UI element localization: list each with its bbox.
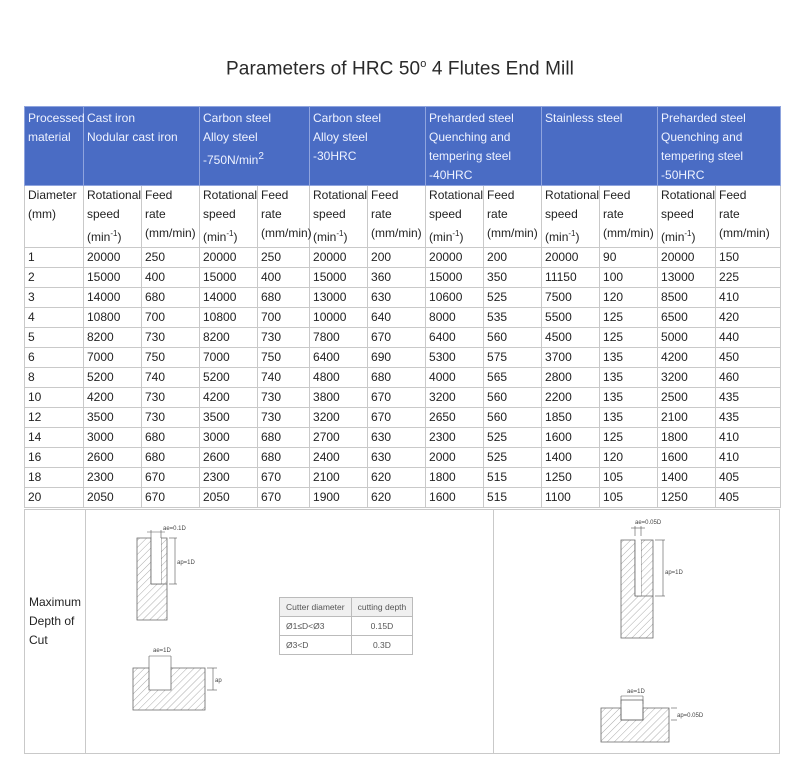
feed-rate-cell: 730: [258, 328, 310, 348]
page-title: Parameters of HRC 50$^o$ 4 Flutes End Mill: [226, 58, 574, 80]
rotational-speed-cell: 3500: [84, 408, 142, 428]
feed-rate-cell: 100: [600, 268, 658, 288]
feed-rate-cell: 575: [484, 348, 542, 368]
feed-rate-cell: 515: [484, 468, 542, 488]
parameters-table: [24, 106, 781, 508]
parameters-table-body: [25, 248, 781, 508]
rotational-speed-cell: 2100: [658, 408, 716, 428]
feed-rate-cell: 560: [484, 328, 542, 348]
feed-rate-cell: 700: [142, 308, 200, 328]
rotational-speed-cell: 1900: [310, 488, 368, 508]
feed-rate-cell: 120: [600, 448, 658, 468]
feed-rate-cell: 440: [716, 328, 781, 348]
diameter-header: Diameter (mm): [25, 186, 84, 248]
feed-rate-header: Feed rate (mm/min): [258, 186, 310, 248]
feed-rate-cell: 565: [484, 368, 542, 388]
rotational-speed-cell: 3700: [542, 348, 600, 368]
material-header-carbon-steel-750: Carbon steel Alloy steel $-750N/\min^2$: [200, 107, 310, 186]
cutting-depth-header: cutting depth: [351, 598, 413, 617]
rotational-speed-cell: 4000: [426, 368, 484, 388]
feed-rate-cell: 135: [600, 348, 658, 368]
feed-rate-cell: 670: [368, 328, 426, 348]
feed-rate-cell: 405: [716, 488, 781, 508]
rotational-speed-cell: 3000: [200, 428, 258, 448]
feed-rate-cell: 750: [258, 348, 310, 368]
diameter-cell: 4: [25, 308, 84, 328]
diameter-cell: 2: [25, 268, 84, 288]
feed-rate-cell: 460: [716, 368, 781, 388]
feed-rate-cell: 350: [484, 268, 542, 288]
rotational-speed-cell: 14000: [200, 288, 258, 308]
rotational-speed-cell: 20000: [310, 248, 368, 268]
rotational-speed-header: Rotational speed $(\min^{-1})$: [200, 186, 258, 248]
rotational-speed-header: Rotational speed $(\min^{-1})$: [310, 186, 368, 248]
rotational-speed-cell: 20000: [658, 248, 716, 268]
cutting-depth-row: [280, 636, 413, 655]
rotational-speed-cell: 7800: [310, 328, 368, 348]
feed-rate-cell: 525: [484, 288, 542, 308]
feed-rate-cell: 360: [368, 268, 426, 288]
feed-rate-cell: 690: [368, 348, 426, 368]
feed-rate-cell: 225: [716, 268, 781, 288]
feed-rate-cell: 680: [142, 288, 200, 308]
rotational-speed-header: Rotational speed $(\min^{-1})$: [84, 186, 142, 248]
feed-rate-cell: 670: [142, 488, 200, 508]
table-row: [25, 388, 781, 408]
rotational-speed-cell: 13000: [310, 288, 368, 308]
feed-rate-cell: 150: [716, 248, 781, 268]
rotational-speed-cell: 2700: [310, 428, 368, 448]
rotational-speed-cell: 7000: [84, 348, 142, 368]
rotational-speed-cell: 2650: [426, 408, 484, 428]
diameter-cell: 20: [25, 488, 84, 508]
rotational-speed-cell: 20000: [542, 248, 600, 268]
rotational-speed-cell: 3500: [200, 408, 258, 428]
rotational-speed-cell: 2400: [310, 448, 368, 468]
feed-rate-cell: 250: [258, 248, 310, 268]
table-row: [25, 268, 781, 288]
material-header-carbon-steel-30hrc: Carbon steel Alloy steel -30HRC: [310, 107, 426, 186]
table-row: [25, 328, 781, 348]
rotational-speed-cell: 4800: [310, 368, 368, 388]
dimension-label: ae=0.1D: [163, 526, 186, 532]
material-header-row: [25, 107, 781, 186]
rotational-speed-cell: 2300: [84, 468, 142, 488]
diameter-cell: 14: [25, 428, 84, 448]
rotational-speed-cell: 3000: [84, 428, 142, 448]
rotational-speed-cell: 8200: [84, 328, 142, 348]
rotational-speed-cell: 1800: [426, 468, 484, 488]
rotational-speed-cell: 2050: [84, 488, 142, 508]
table-row: [25, 288, 781, 308]
feed-rate-cell: 125: [600, 428, 658, 448]
rotational-speed-cell: 6400: [310, 348, 368, 368]
rotational-speed-cell: 8000: [426, 308, 484, 328]
rotational-speed-cell: 14000: [84, 288, 142, 308]
diameter-cell: 16: [25, 448, 84, 468]
feed-rate-cell: 435: [716, 388, 781, 408]
slot-milling-diagram-right: [591, 680, 704, 750]
feed-rate-cell: 680: [258, 448, 310, 468]
feed-rate-cell: 670: [142, 468, 200, 488]
rotational-speed-cell: 3200: [426, 388, 484, 408]
rotational-speed-cell: 13000: [658, 268, 716, 288]
feed-rate-cell: 90: [600, 248, 658, 268]
feed-rate-cell: 630: [368, 288, 426, 308]
feed-rate-cell: 630: [368, 448, 426, 468]
dimension-label: ae=1D: [153, 648, 171, 654]
feed-rate-cell: 670: [258, 488, 310, 508]
feed-rate-cell: 535: [484, 308, 542, 328]
rotational-speed-cell: 15000: [200, 268, 258, 288]
table-row: [25, 368, 781, 388]
rotational-speed-cell: 2600: [84, 448, 142, 468]
cutting-depth-table: [279, 597, 413, 655]
feed-rate-cell: 135: [600, 388, 658, 408]
diameter-cell: 3: [25, 288, 84, 308]
rotational-speed-cell: 4500: [542, 328, 600, 348]
dimension-label: ae=1D: [627, 689, 645, 695]
feed-rate-cell: 105: [600, 468, 658, 488]
rotational-speed-cell: 5500: [542, 308, 600, 328]
rotational-speed-cell: 1800: [658, 428, 716, 448]
rotational-speed-cell: 5200: [200, 368, 258, 388]
rotational-speed-cell: 20000: [426, 248, 484, 268]
feed-rate-cell: 250: [142, 248, 200, 268]
rotational-speed-cell: 8200: [200, 328, 258, 348]
table-row: [25, 468, 781, 488]
feed-rate-cell: 435: [716, 408, 781, 428]
rotational-speed-header: Rotational speed $(\min^{-1})$: [542, 186, 600, 248]
side-milling-diagram-right: [605, 516, 695, 646]
rotational-speed-cell: 10800: [84, 308, 142, 328]
rotational-speed-cell: 8500: [658, 288, 716, 308]
table-row: [25, 408, 781, 428]
cutting-depth-cell: 0.15D: [351, 617, 413, 636]
feed-rate-cell: 105: [600, 488, 658, 508]
feed-rate-header: Feed rate (mm/min): [142, 186, 200, 248]
feed-rate-cell: 730: [258, 388, 310, 408]
cutter-diameter-cell: Ø3<D: [280, 636, 352, 655]
feed-rate-cell: 135: [600, 368, 658, 388]
rotational-speed-cell: 10600: [426, 288, 484, 308]
rotational-speed-cell: 2500: [658, 388, 716, 408]
rotational-speed-cell: 5300: [426, 348, 484, 368]
table-row: [25, 308, 781, 328]
rotational-speed-cell: 7500: [542, 288, 600, 308]
feed-rate-cell: 405: [716, 468, 781, 488]
feed-rate-cell: 125: [600, 328, 658, 348]
material-header-preharded-40hrc: Preharded steel Quenching and tempering steel -40HRC: [426, 107, 542, 186]
rotational-speed-header: Rotational speed $(\min^{-1})$: [658, 186, 716, 248]
rotational-speed-cell: 1400: [542, 448, 600, 468]
feed-rate-cell: 525: [484, 428, 542, 448]
rotational-speed-cell: 3200: [658, 368, 716, 388]
feed-rate-header: Feed rate (mm/min): [600, 186, 658, 248]
feed-rate-cell: 730: [142, 328, 200, 348]
rotational-speed-cell: 3200: [310, 408, 368, 428]
feed-rate-cell: 410: [716, 288, 781, 308]
column-header-row: [25, 186, 781, 248]
feed-rate-cell: 640: [368, 308, 426, 328]
feed-rate-cell: 620: [368, 488, 426, 508]
feed-rate-cell: 200: [368, 248, 426, 268]
rotational-speed-cell: 7000: [200, 348, 258, 368]
feed-rate-cell: 400: [142, 268, 200, 288]
cutter-diameter-cell: Ø1≤D<Ø3: [280, 617, 352, 636]
rotational-speed-cell: 2200: [542, 388, 600, 408]
feed-rate-cell: 680: [142, 428, 200, 448]
rotational-speed-cell: 2800: [542, 368, 600, 388]
diameter-cell: 12: [25, 408, 84, 428]
material-header-preharded-50hrc: Preharded steel Quenching and tempering steel -50HRC: [658, 107, 781, 186]
dimension-label: ap=1D: [665, 570, 683, 576]
feed-rate-cell: 410: [716, 448, 781, 468]
material-header-stainless-steel: Stainless steel: [542, 107, 658, 186]
rotational-speed-cell: 11150: [542, 268, 600, 288]
diameter-cell: 8: [25, 368, 84, 388]
side-milling-diagram-left: [125, 524, 215, 644]
rotational-speed-cell: 2300: [200, 468, 258, 488]
feed-rate-cell: 670: [368, 408, 426, 428]
feed-rate-cell: 680: [258, 288, 310, 308]
processed-material-header: Processed material: [25, 107, 84, 186]
rotational-speed-cell: 15000: [310, 268, 368, 288]
feed-rate-cell: 120: [600, 288, 658, 308]
feed-rate-cell: 420: [716, 308, 781, 328]
feed-rate-cell: 740: [258, 368, 310, 388]
feed-rate-cell: 680: [258, 428, 310, 448]
rotational-speed-cell: 6400: [426, 328, 484, 348]
rotational-speed-cell: 6500: [658, 308, 716, 328]
feed-rate-cell: 740: [142, 368, 200, 388]
rotational-speed-cell: 10000: [310, 308, 368, 328]
feed-rate-cell: 680: [368, 368, 426, 388]
cutting-depth-row: [280, 617, 413, 636]
feed-rate-cell: 730: [258, 408, 310, 428]
diameter-cell: 18: [25, 468, 84, 488]
cutter-diameter-header: Cutter diameter: [280, 598, 352, 617]
feed-rate-cell: 400: [258, 268, 310, 288]
slot-milling-diagram-left: [125, 638, 235, 718]
feed-rate-header: Feed rate (mm/min): [484, 186, 542, 248]
feed-rate-cell: 125: [600, 308, 658, 328]
feed-rate-cell: 525: [484, 448, 542, 468]
feed-rate-cell: 450: [716, 348, 781, 368]
feed-rate-cell: 730: [142, 408, 200, 428]
feed-rate-cell: 670: [368, 388, 426, 408]
feed-rate-cell: 515: [484, 488, 542, 508]
feed-rate-header: Feed rate (mm/min): [716, 186, 781, 248]
rotational-speed-cell: 5000: [658, 328, 716, 348]
diameter-cell: 1: [25, 248, 84, 268]
feed-rate-cell: 410: [716, 428, 781, 448]
dimension-label: ap=1D: [177, 560, 195, 566]
rotational-speed-cell: 1850: [542, 408, 600, 428]
rotational-speed-cell: 1250: [658, 488, 716, 508]
cutting-depth-header-row: [280, 598, 413, 617]
rotational-speed-cell: 1400: [658, 468, 716, 488]
rotational-speed-cell: 4200: [200, 388, 258, 408]
rotational-speed-cell: 4200: [658, 348, 716, 368]
rotational-speed-cell: 15000: [84, 268, 142, 288]
table-row: [25, 428, 781, 448]
feed-rate-cell: 620: [368, 468, 426, 488]
table-row: [25, 248, 781, 268]
section-divider: [493, 510, 494, 753]
feed-rate-cell: 670: [258, 468, 310, 488]
feed-rate-cell: 730: [142, 388, 200, 408]
dimension-label: ap=0.05D: [677, 713, 704, 719]
feed-rate-header: Feed rate (mm/min): [368, 186, 426, 248]
rotational-speed-cell: 2050: [200, 488, 258, 508]
rotational-speed-cell: 20000: [200, 248, 258, 268]
dimension-label: ap: [215, 678, 222, 684]
feed-rate-cell: 680: [142, 448, 200, 468]
rotational-speed-cell: 2600: [200, 448, 258, 468]
rotational-speed-cell: 10800: [200, 308, 258, 328]
max-depth-label-cell: [25, 510, 86, 753]
feed-rate-cell: 750: [142, 348, 200, 368]
feed-rate-cell: 630: [368, 428, 426, 448]
dimension-label: ae=0.05D: [635, 520, 662, 526]
feed-rate-cell: 560: [484, 408, 542, 428]
feed-rate-cell: 560: [484, 388, 542, 408]
table-row: [25, 348, 781, 368]
rotational-speed-cell: 2300: [426, 428, 484, 448]
diameter-cell: 10: [25, 388, 84, 408]
rotational-speed-cell: 1100: [542, 488, 600, 508]
rotational-speed-header: Rotational speed $(\min^{-1})$: [426, 186, 484, 248]
rotational-speed-cell: 5200: [84, 368, 142, 388]
rotational-speed-cell: 3800: [310, 388, 368, 408]
rotational-speed-cell: 20000: [84, 248, 142, 268]
feed-rate-cell: 135: [600, 408, 658, 428]
diameter-cell: 6: [25, 348, 84, 368]
rotational-speed-cell: 1600: [426, 488, 484, 508]
material-header-cast-iron: Cast iron Nodular cast iron: [84, 107, 200, 186]
max-depth-label: Maximum Depth of Cut: [29, 595, 82, 647]
rotational-speed-cell: 2000: [426, 448, 484, 468]
rotational-speed-cell: 2100: [310, 468, 368, 488]
max-depth-section: [24, 509, 780, 754]
cutting-depth-cell: 0.3D: [351, 636, 413, 655]
table-row: [25, 448, 781, 468]
rotational-speed-cell: 4200: [84, 388, 142, 408]
diameter-cell: 5: [25, 328, 84, 348]
feed-rate-cell: 700: [258, 308, 310, 328]
table-row: [25, 488, 781, 508]
rotational-speed-cell: 15000: [426, 268, 484, 288]
rotational-speed-cell: 1600: [542, 428, 600, 448]
rotational-speed-cell: 1600: [658, 448, 716, 468]
rotational-speed-cell: 1250: [542, 468, 600, 488]
feed-rate-cell: 200: [484, 248, 542, 268]
